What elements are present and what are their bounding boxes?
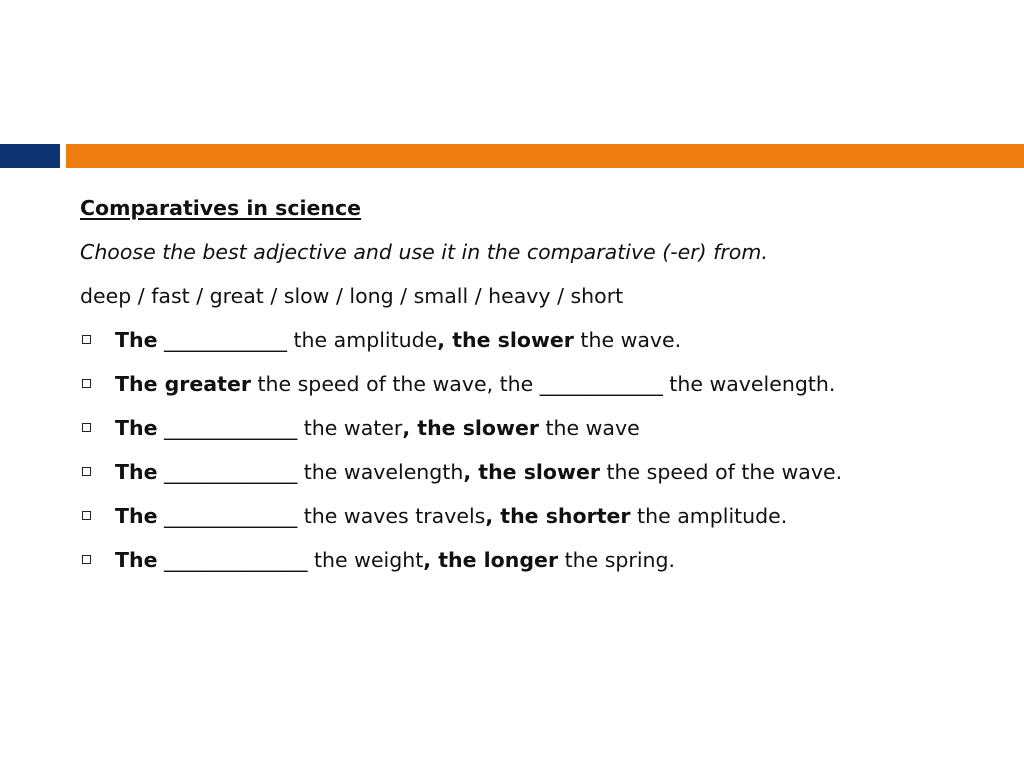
item-comparative: , the longer xyxy=(423,548,559,572)
item-lead: The xyxy=(115,460,158,484)
item-end: the wave. xyxy=(573,328,682,352)
item-middle: _____________ the waves travels xyxy=(157,504,486,528)
item-lead: The xyxy=(115,548,158,572)
exercise-list xyxy=(80,318,980,582)
item-end: the amplitude. xyxy=(630,504,788,528)
item-lead: The xyxy=(115,328,158,352)
item-comparative: , the slower xyxy=(463,460,600,484)
slide-content xyxy=(80,186,980,582)
item-end: the spring. xyxy=(558,548,676,572)
exercise-item-3 xyxy=(80,406,980,450)
square-bullet-icon xyxy=(82,467,91,476)
square-bullet-icon xyxy=(82,335,91,344)
item-middle: ______________ the weight xyxy=(157,548,424,572)
item-comparative: , the shorter xyxy=(485,504,631,528)
header-band-orange xyxy=(66,144,1024,168)
square-bullet-icon xyxy=(82,555,91,564)
item-lead: The greater xyxy=(115,372,251,396)
item-end: the speed of the wave. xyxy=(599,460,843,484)
square-bullet-icon xyxy=(82,379,91,388)
item-comparative: , the slower xyxy=(437,328,574,352)
exercise-item-2 xyxy=(80,362,980,406)
item-middle: ____________ the amplitude xyxy=(157,328,438,352)
item-end: the wave xyxy=(538,416,640,440)
exercise-item-1 xyxy=(80,318,980,362)
item-comparative: , the slower xyxy=(402,416,539,440)
item-middle: _____________ the wavelength xyxy=(157,460,464,484)
item-lead: The xyxy=(115,416,158,440)
square-bullet-icon xyxy=(82,511,91,520)
item-middle: _____________ the water xyxy=(157,416,403,440)
slide-title: Comparatives in science xyxy=(80,196,362,220)
word-bank: deep / fast / great / slow / long / small / heavy / short xyxy=(80,284,624,308)
item-lead: The xyxy=(115,504,158,528)
exercise-item-5 xyxy=(80,494,980,538)
item-middle: the speed of the wave, the ____________ the wavelength. xyxy=(250,372,836,396)
exercise-item-4 xyxy=(80,450,980,494)
exercise-item-6 xyxy=(80,538,980,582)
instruction-text: Choose the best adjective and use it in the comparative (-er) from. xyxy=(80,240,768,264)
header-band-navy xyxy=(0,144,60,168)
square-bullet-icon xyxy=(82,423,91,432)
